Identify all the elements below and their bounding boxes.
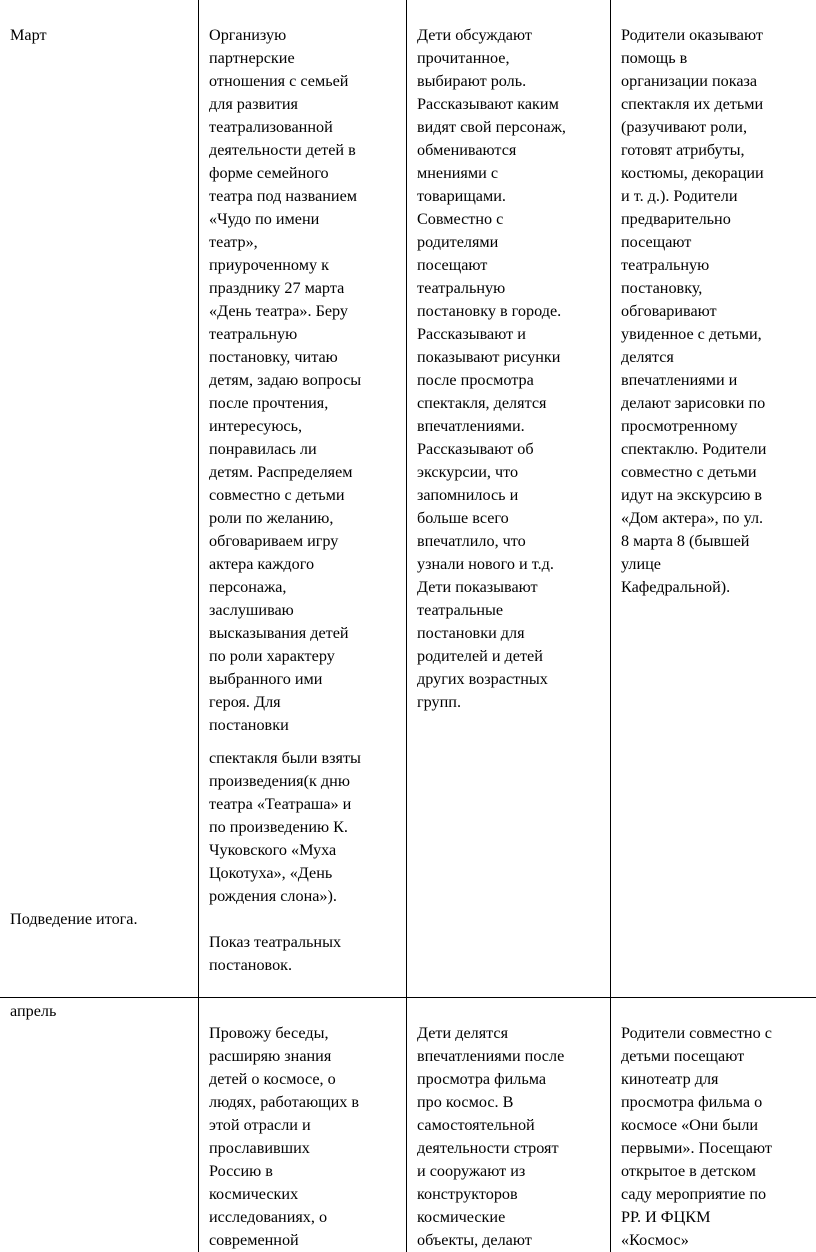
column-divider-1 — [198, 0, 199, 1252]
children-activity-march — [417, 24, 607, 714]
summary-cell — [10, 908, 190, 931]
teacher-activity-march-show — [209, 931, 404, 977]
summary-label: Подведение итога. — [10, 910, 138, 928]
teacher-activity-april — [209, 1022, 404, 1252]
period-label: Март — [10, 26, 47, 44]
parents-text: Родители оказывают помощь в организации показа спектакля их детьми (разучивают роли, готовят атрибуты, костюмы, декорации и т. д.). Родители предварительно посещают театральную постановку, обговаривают увиденное с детьми, делятся впечатлениями и делают зарисовки по просмотренному спектаклю. Родители совместно с детьми идут на экскурсию в «Дом актера», по ул. 8 марта 8 (бывшей улице Кафедральной). — [621, 26, 767, 596]
parents-activity-april — [621, 1022, 813, 1252]
row-divider — [0, 997, 816, 998]
parents-text: Родители совместно с детьми посещают кинотеатр для просмотра фильма о космосе «Они были первыми». Посещают открытое в детском саду мероприятие по РР. И ФЦКМ «Космос» — [621, 1024, 772, 1249]
teacher-text-part-3: Показ театральных постановок. — [209, 933, 342, 974]
parents-activity-march — [621, 24, 813, 599]
teacher-text-part-1: Организую партнерские отношения с семьей для развития театрализованной деятельности детей в форме семейного театра под названием «Чудо по имени театр», приуроченному к празднику 27 марта «День театра». Беру театральную постановку, читаю детям, задаю вопросы после прочтения, интересуюсь, понравилась ли детям. Распределяем совместно с детьми роли по желанию, обговариваем игру актера каждого персонажа, заслушиваю высказывания детей по роли характеру выбранного ими героя. Для постановки — [209, 26, 362, 734]
period-cell-march — [10, 24, 190, 47]
children-text: Дети обсуждают прочитанное, выбирают роль. Рассказывают каким видят свой персонаж, обмениваются мнениями с товарищами. Совместно с родителями посещают театральную постановку в городе. Рассказывают и показывают рисунки после просмотра спектакля, делятся впечатлениями. Рассказывают об экскурсии, что запомнилось и больше всего впечатлило, что узнали нового и т.д. Дети показывают театральные постановки для родителей и детей других возрастных групп. — [417, 26, 566, 711]
column-divider-3 — [610, 0, 611, 1252]
teacher-activity-march-cont — [209, 747, 404, 908]
children-text: Дети делятся впечатлениями после просмотра фильма про космос. В самостоятельной деятельности строят и сооружают из конструкторов космические объекты, делают — [417, 1024, 565, 1249]
children-activity-april — [417, 1022, 607, 1252]
period-cell-april — [10, 1000, 190, 1023]
column-divider-2 — [406, 0, 407, 1252]
teacher-text: Провожу беседы, расширяю знания детей о космосе, о людях, работающих в этой отрасли и прославивших Россию в космических исследованиях, о современной — [209, 1024, 360, 1249]
teacher-text-part-2: спектакля были взяты произведения(к дню театра «Театраша» и по произведению К. Чуковского «Муха Цокотуха», «День рождения слона»). — [209, 749, 361, 905]
period-label: апрель — [10, 1002, 57, 1020]
teacher-activity-march — [209, 24, 404, 737]
